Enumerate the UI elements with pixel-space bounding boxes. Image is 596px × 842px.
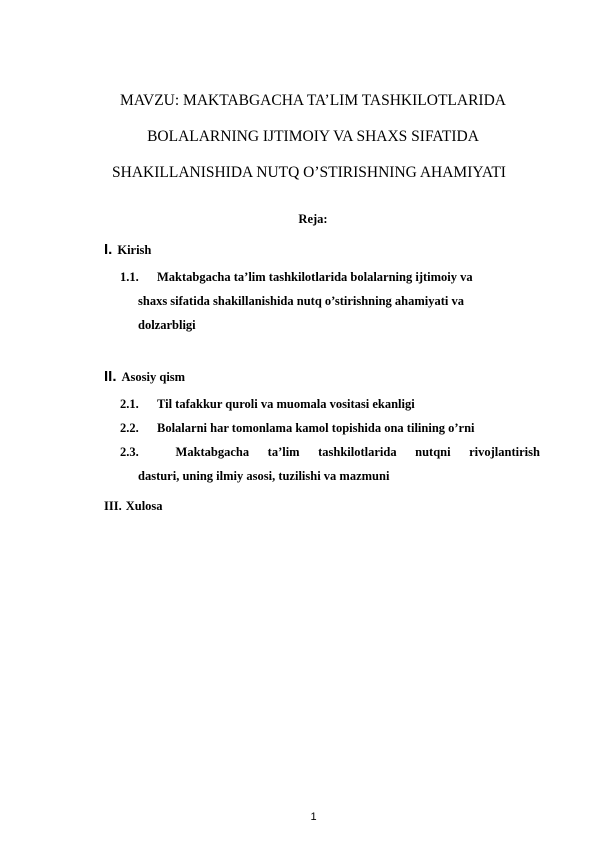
plan-item-number: 2.2. xyxy=(120,421,139,435)
plan-item-word: Maktabgacha xyxy=(175,445,250,459)
title-line-3: SHAKILLANISHIDA NUTQ O’STIRISHNING AHAMIYATI xyxy=(112,164,506,181)
plan-item-word: nutqni xyxy=(415,445,451,459)
section-2-heading xyxy=(104,368,185,385)
section-1-label: Kirish xyxy=(117,243,152,257)
plan-item-1-1 xyxy=(120,265,540,337)
section-3-roman: III. xyxy=(104,499,122,513)
plan-item-2-3 xyxy=(120,440,540,488)
section-2-roman: II. xyxy=(104,368,117,385)
plan-item-2-1 xyxy=(120,392,540,416)
plan-item-text-line-2: shaxs sifatida shakillanishida nutq o’stirishning ahamiyati va xyxy=(138,294,465,308)
title-line-2: BOLALARNING IJTIMOIY VA SHAXS SIFATIDA xyxy=(147,128,479,145)
plan-item-text-line-1: Maktabgacha ta’lim tashkilotlarida bolalarning ijtimoiy va xyxy=(157,270,473,284)
plan-item-text-line-3: dolzarbligi xyxy=(138,318,196,332)
plan-item-text-line-2: dasturi, uning ilmiy asosi, tuzilishi va mazmuni xyxy=(138,469,390,483)
section-2-label: Asosiy qism xyxy=(121,370,186,384)
section-3-label: Xulosa xyxy=(125,499,163,513)
plan-item-number: 1.1. xyxy=(120,270,139,284)
plan-item-text-line-1: Bolalarni har tomonlama kamol topishida ona tilining o’rni xyxy=(157,421,475,435)
plan-item-2-2 xyxy=(120,416,540,440)
section-1-roman: I. xyxy=(104,241,113,258)
plan-item-word: ta’lim xyxy=(267,445,300,459)
plan-heading: Reja: xyxy=(298,212,328,226)
plan-item-text-line-1: Til tafakkur quroli va muomala vositasi ekanligi xyxy=(157,397,415,411)
plan-item-number: 2.1. xyxy=(120,397,139,411)
section-3-heading xyxy=(104,499,163,514)
plan-item-number: 2.3. xyxy=(120,445,139,459)
plan-item-word: tashkilotlarida xyxy=(318,445,397,459)
title-line-1: MAVZU: MAKTABGACHA TA’LIM TASHKILOTLARIDA xyxy=(120,92,506,109)
plan-item-word: rivojlantirish xyxy=(469,445,540,459)
section-1-heading xyxy=(104,241,151,258)
page-number: 1 xyxy=(310,811,317,823)
